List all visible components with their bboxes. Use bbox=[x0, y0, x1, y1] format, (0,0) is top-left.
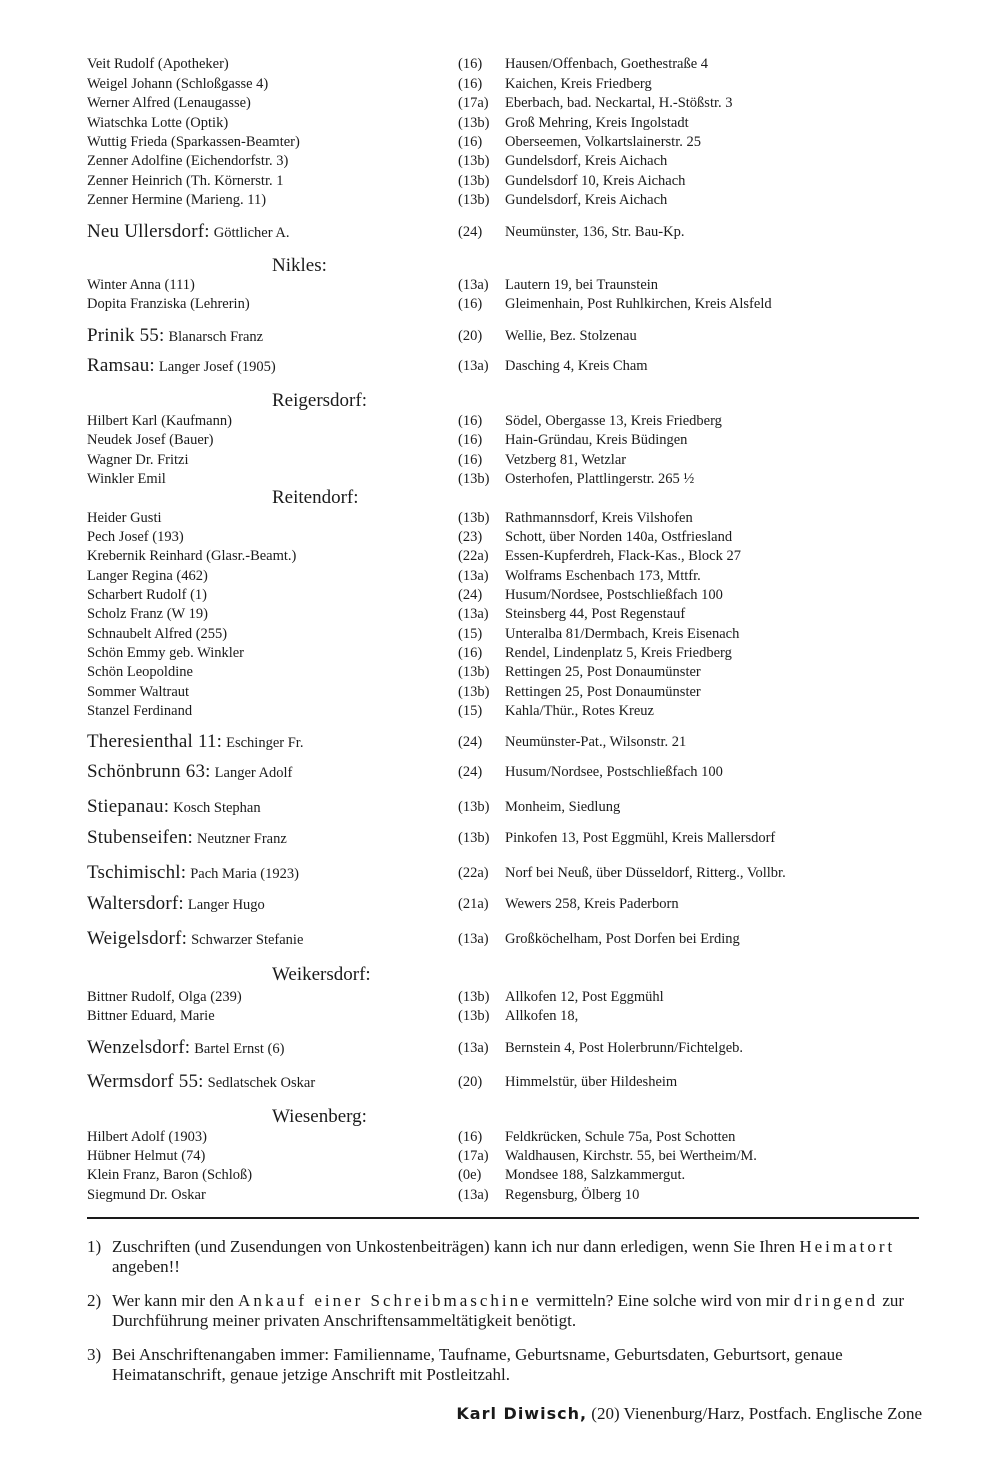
list-item: Hilbert Karl (Kaufmann) (16) Södel, Obergasse 13, Kreis Friedberg bbox=[87, 413, 722, 429]
list-item: Pech Josef (193) (23) Schott, über Norden 140a, Ostfriesland bbox=[87, 529, 733, 545]
list-item: Wagner Dr. Fritzi (16) Vetzberg 81, Wetzlar bbox=[87, 452, 627, 468]
list-item: Bittner Eduard, Marie (13b) Allkofen 18, bbox=[87, 1008, 579, 1024]
list-item: Sommer Waltraut (13b) Rettingen 25, Post Donaumünster bbox=[87, 684, 701, 700]
list-item: Hilbert Adolf (1903) (16) Feldkrücken, Schule 75a, Post Schotten bbox=[87, 1129, 736, 1145]
list-item: Heider Gusti (13b) Rathmannsdorf, Kreis Vilshofen bbox=[87, 510, 693, 526]
list-item: Werner Alfred (Lenaugasse) (17a) Eberbach, bad. Neckartal, H.-Stößstr. 3 bbox=[87, 95, 733, 111]
list-item: Wuttig Frieda (Sparkassen-Beamter) (16) Oberseemen, Volkartslainerstr. 25 bbox=[87, 134, 701, 150]
list-item: Stanzel Ferdinand (15) Kahla/Thür., Rotes Kreuz bbox=[87, 703, 654, 719]
place-entry-schoenbrunn: Schönbrunn 63: Langer Adolf (24) Husum/Nordsee, Postschließfach 100 bbox=[87, 761, 723, 782]
place-entry-stiepanau: Stiepanau: Kosch Stephan (13b) Monheim, Siedlung bbox=[87, 796, 621, 817]
list-item: Klein Franz, Baron (Schloß) (0e) Mondsee 188, Salzkammergut. bbox=[87, 1167, 686, 1183]
list-item: Winkler Emil (13b) Osterhofen, Plattlingerstr. 265 ½ bbox=[87, 471, 695, 487]
list-item: Zenner Adolfine (Eichendorfstr. 3) (13b) Gundelsdorf, Kreis Aichach bbox=[87, 153, 668, 169]
list-item: Dopita Franziska (Lehrerin) (16) Gleimenhain, Post Ruhlkirchen, Kreis Alsfeld bbox=[87, 296, 772, 312]
list-item: Weigel Johann (Schloßgasse 4) (16) Kaichen, Kreis Friedberg bbox=[87, 76, 652, 92]
place-entry-waltersdorf: Waltersdorf: Langer Hugo (21a) Wewers 258, Kreis Paderborn bbox=[87, 893, 679, 914]
document-page: Veit Rudolf (Apotheker) (16) Hausen/Offenbach, Goethestraße 4 Weigel Johann (Schloßgasse 4) (16) Kaichen, Kreis Friedberg Werner Alfred (Lenaugasse) (17a) Eberbach, bad. Neckartal, H.-Stößstr. 3 Wiatschka Lotte (Optik) (13b) Groß Mehring, Kreis Ingolstadt Wuttig Frieda (Sparkassen-Beamter) (16) Oberseemen, Volkartslainerstr. 25 Zenner Adolfine (Eichendorfstr. 3) (13b) Gundelsdorf, Kreis Aichach Zenner Heinrich (Th. Körnerstr. 1 (13b) Gundelsdorf 10, Kreis Aichach Zenner Hermine (Marieng. 11) (13b) Gundelsdorf, Kreis Aichach Neu Ullersdorf: Göttlicher A. (24) Neumünster, 136, Str. Bau-Kp. Nikles: Winter Anna (111) (13a) Lautern 19, bei Traunstein Dopita Franziska (Lehrerin) (16) Gleimenhain, Post Ruhlkirchen, Kreis Alsfeld Prinik 55: Blanarsch Franz (20) Wellie, Bez. Stolzenau Ramsau: Langer Josef (1905) (13a) Dasching 4, Kreis Cham Reigersdorf: Hilbert Karl (Kaufmann) (16) Södel, Obergasse 13, Kreis Friedberg Neudek Josef (Bauer) (16) Hain-Gründau, Kreis Büdingen Wagner Dr. Fritzi (16) Vetzberg 81, Wetzlar Winkler Emil (13b) Osterhofen, Plattlingerstr. 265 ½ Reitendorf: Heider Gusti (13b) Rathmannsdorf, Kreis Vilshofen Pech Josef (193) (23) Schott, über Norden 140a, Ostfriesland Krebernik Reinhard (Glasr.-Beamt.) (22a) Essen-Kupferdreh, Flack-Kas., Block 27 Langer Regina (462) (13a) Wolframs Eschenbach 173, Mttfr. Scharbert Rudolf (1) (24) Husum/Nordsee, Postschließfach 100 Scholz Franz (W 19) (13a) Steinsberg 44, Post Regenstauf Schnaubelt Alfred (255) (15) Unteralba 81/Dermbach, Kreis Eisenach Schön Emmy geb. Winkler (16) Rendel, Lindenplatz 5, Kreis Friedberg Schön Leopoldine (13b) Rettingen 25, Post Donaumünster Sommer Waltraut (13b) Rettingen 25, Post Donaumünster Stanzel Ferdinand (15) Kahla/Thür., Rotes Kreuz Theresienthal 11: Eschinger Fr. (24) Neumünster-Pat., Wilsonstr. 21 Schönbrunn 63: Langer Adolf (24) Husum/Nordsee, Postschließfach 100 Stiepanau: Kosch Stephan (13b) Monheim, Siedlung Stubenseifen: Neutzner Franz (13b) Pinkofen 13, Post Eggmühl, Kreis Mallersdorf Tschimischl: Pach Maria (1923) (22a) Norf bei Neuß, über Düsseldorf, Ritterg., Vollbr. Waltersdorf: Langer Hugo (21a) Wewers 258, Kreis Paderborn Weigelsdorf: Schwarzer Stefanie (13a) Großköchelham, Post Dorfen bei Erding Weikersdorf: Bittner Rudolf, Olga (239) (13b) Allkofen 12, Post Eggmühl Bittner Eduard, Marie (13b) Allkofen 18, Wenzelsdorf: Bartel Ernst (6) (13a) Bernstein 4, Post Holerbrunn/Fichtelgeb. Wermsdorf 55: Sedlatschek Oskar (20) Himmelstür, über Hildesheim Wiesenberg: Hilbert Adolf (1903) (16) Feldkrücken, Schule 75a, Post Schotten Hübner Helmut (74) (17a) Waldhausen, Kirchstr. 55, bei Wertheim/M. Klein Franz, Baron (Schloß) (0e) Mondsee 188, Salzkammergut. Siegmund Dr. Oskar (13a) Regensburg, Ölberg 10 1) Zuschriften (und Zusendungen von Unkostenbeiträgen) kann ich nur dann erledigen, wenn Sie Ihren Heimatort angeben!! 2) Wer kann mir den Ankauf einer Schreibmaschine vermitteln? Eine solche wird von mir dringend zur Durchführung meiner privaten Anschriftensammeltätigkeit benötigt. 3) Bei Anschriftenangaben immer: Familienname, Taufname, Geburtsname, Geburtsdaten, Geburtsort, genaue Heimatanschrift, genaue jetzige Anschrift mit Postleitzahl. Karl Diwisch, (20) Vienenburg/Harz, Postfach. Englische Zone bbox=[0, 0, 1000, 1457]
list-item: Krebernik Reinhard (Glasr.-Beamt.) (22a) Essen-Kupferdreh, Flack-Kas., Block 27 bbox=[87, 548, 741, 564]
place-entry-prinik: Prinik 55: Blanarsch Franz (20) Wellie, Bez. Stolzenau bbox=[87, 325, 637, 346]
divider-rule bbox=[87, 1217, 919, 1219]
section-heading-reitendorf: Reitendorf: bbox=[272, 487, 359, 508]
list-item: Siegmund Dr. Oskar (13a) Regensburg, Ölberg 10 bbox=[87, 1187, 640, 1203]
signature-line: Karl Diwisch, (20) Vienenburg/Harz, Postfach. Englische Zone bbox=[456, 1404, 922, 1423]
place-entry-tschimischl: Tschimischl: Pach Maria (1923) (22a) Norf bei Neuß, über Düsseldorf, Ritterg., Vollbr. bbox=[87, 862, 786, 883]
place-entry-stubenseifen: Stubenseifen: Neutzner Franz (13b) Pinkofen 13, Post Eggmühl, Kreis Mallersdorf bbox=[87, 827, 776, 848]
list-item: Neudek Josef (Bauer) (16) Hain-Gründau, Kreis Büdingen bbox=[87, 432, 688, 448]
place-entry-ramsau: Ramsau: Langer Josef (1905) (13a) Dasching 4, Kreis Cham bbox=[87, 355, 648, 376]
place-entry-neu-ullersdorf: Neu Ullersdorf: Göttlicher A. (24) Neumünster, 136, Str. Bau-Kp. bbox=[87, 221, 685, 242]
list-item: Wiatschka Lotte (Optik) (13b) Groß Mehring, Kreis Ingolstadt bbox=[87, 115, 689, 131]
list-item: Bittner Rudolf, Olga (239) (13b) Allkofen 12, Post Eggmühl bbox=[87, 989, 664, 1005]
list-item: Zenner Heinrich (Th. Körnerstr. 1 (13b) Gundelsdorf 10, Kreis Aichach bbox=[87, 173, 686, 189]
list-item: Scharbert Rudolf (1) (24) Husum/Nordsee, Postschließfach 100 bbox=[87, 587, 723, 603]
section-heading-wiesenberg: Wiesenberg: bbox=[272, 1106, 367, 1127]
place-entry-wermsdorf: Wermsdorf 55: Sedlatschek Oskar (20) Himmelstür, über Hildesheim bbox=[87, 1071, 678, 1092]
list-item: Langer Regina (462) (13a) Wolframs Eschenbach 173, Mttfr. bbox=[87, 568, 701, 584]
place-entry-theresienthal: Theresienthal 11: Eschinger Fr. (24) Neumünster-Pat., Wilsonstr. 21 bbox=[87, 731, 687, 752]
list-item: Zenner Hermine (Marieng. 11) (13b) Gundelsdorf, Kreis Aichach bbox=[87, 192, 668, 208]
section-heading-nikles: Nikles: bbox=[272, 255, 327, 276]
list-item: Schön Leopoldine (13b) Rettingen 25, Post Donaumünster bbox=[87, 664, 701, 680]
list-item: Veit Rudolf (Apotheker) (16) Hausen/Offenbach, Goethestraße 4 bbox=[87, 56, 709, 72]
list-item: Schnaubelt Alfred (255) (15) Unteralba 81/Dermbach, Kreis Eisenach bbox=[87, 626, 740, 642]
place-entry-wenzelsdorf: Wenzelsdorf: Bartel Ernst (6) (13a) Bernstein 4, Post Holerbrunn/Fichtelgeb. bbox=[87, 1037, 744, 1058]
section-heading-reigersdorf: Reigersdorf: bbox=[272, 390, 367, 411]
author-name: Karl Diwisch, bbox=[456, 1404, 588, 1423]
place-entry-weigelsdorf: Weigelsdorf: Schwarzer Stefanie (13a) Großköchelham, Post Dorfen bei Erding bbox=[87, 928, 740, 949]
list-item: Hübner Helmut (74) (17a) Waldhausen, Kirchstr. 55, bei Wertheim/M. bbox=[87, 1148, 757, 1164]
section-heading-weikersdorf: Weikersdorf: bbox=[272, 964, 371, 985]
list-item: Schön Emmy geb. Winkler (16) Rendel, Lindenplatz 5, Kreis Friedberg bbox=[87, 645, 732, 661]
list-item: Scholz Franz (W 19) (13a) Steinsberg 44, Post Regenstauf bbox=[87, 606, 686, 622]
list-item: Winter Anna (111) (13a) Lautern 19, bei Traunstein bbox=[87, 277, 659, 293]
